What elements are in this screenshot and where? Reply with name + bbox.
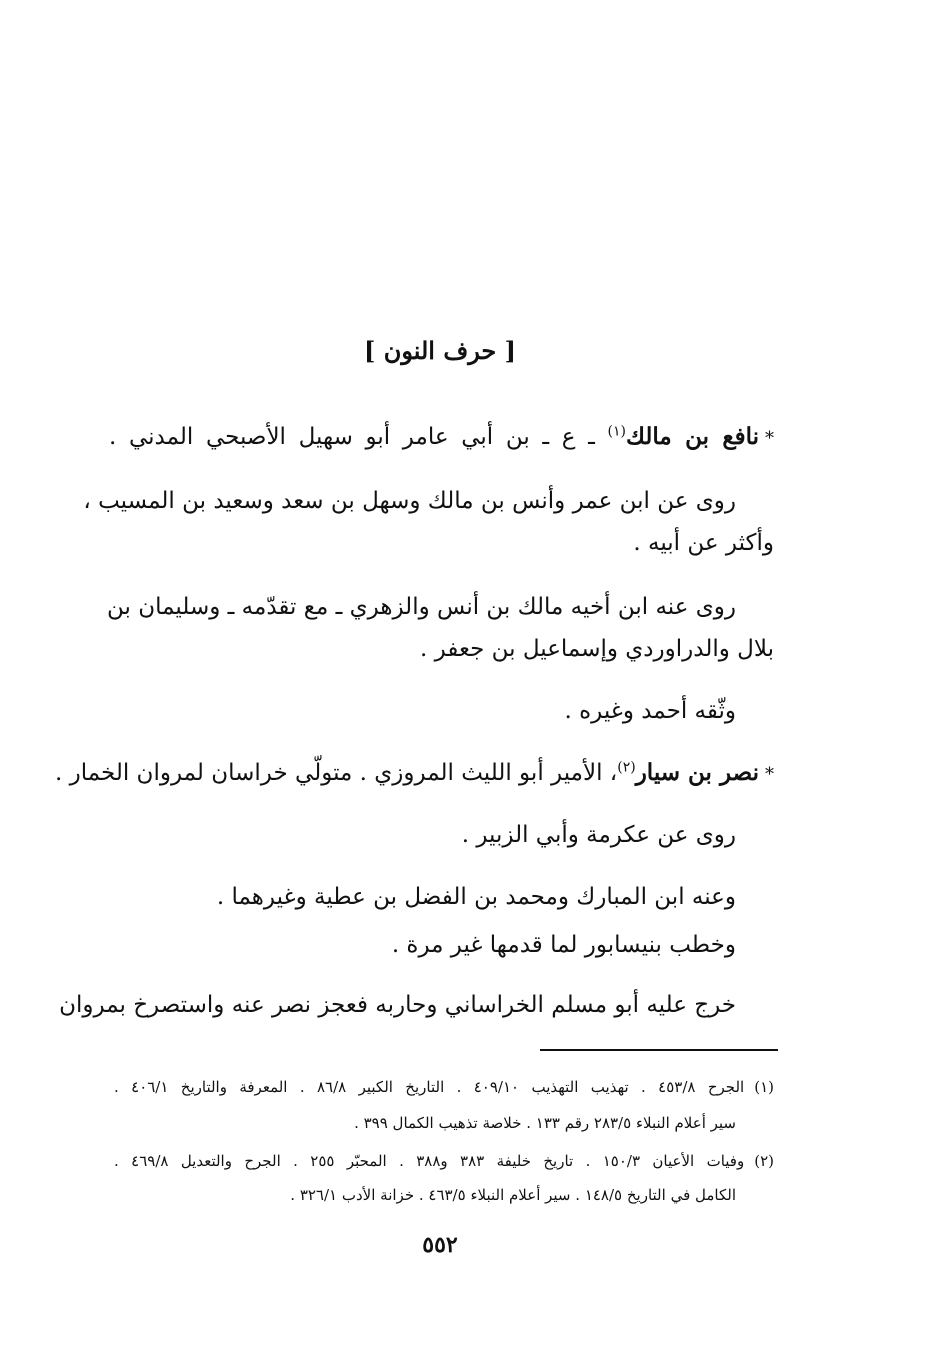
- entry-description: ، الأمير أبو الليث المروزي . متولّي خراسان لمروان الخمار .: [54, 760, 618, 786]
- entry-star-marker: *: [765, 764, 774, 785]
- body-line: وخطب بنيسابور لما قدمها غير مرة .: [391, 932, 736, 958]
- entry-nafi-heading-line: [109, 420, 774, 456]
- body-line: روى عن ابن عمر وأنس بن مالك وسهل بن سعد وسعيد بن المسيب ،: [83, 488, 736, 514]
- entry-description: ـ ع ـ بن أبي عامر أبو سهيل الأصبحي المدني .: [109, 424, 595, 450]
- footnote-separator: [540, 1049, 778, 1051]
- body-line: وأكثر عن أبيه .: [633, 530, 774, 556]
- footnote-ref: (١): [607, 423, 627, 440]
- body-line: وعنه ابن المبارك ومحمد بن الفضل بن عطية وغيرهما .: [216, 884, 736, 910]
- body-line: بلال والدراوردي وإسماعيل بن جعفر .: [420, 636, 774, 662]
- entry-name: نافع بن مالك: [626, 423, 759, 450]
- footnote-ref: (٢): [617, 759, 636, 776]
- entry-nasr-heading-line: [54, 756, 774, 792]
- body-line: خرج عليه أبو مسلم الخراساني وحاربه فعجز نصر عنه واستصرخ بمروان: [59, 992, 736, 1018]
- page-number: ٥٥٢: [422, 1232, 458, 1258]
- footnote-2-line: [114, 1148, 774, 1174]
- footnote-text: وفيات الأعيان ١٥٠/٣ . تاريخ خليفة ٣٨٣ و٣٨٨ . المحبّر ٢٥٥ . الجرح والتعديل ٤٦٩/٨ .: [114, 1152, 745, 1170]
- body-line: روى عنه ابن أخيه مالك بن أنس والزهري ـ مع تقدّمه ـ وسليمان بن: [106, 594, 736, 620]
- footnote-1-line: سير أعلام النبلاء ٢٨٣/٥ رقم ١٣٣ . خلاصة تذهيب الكمال ٣٩٩ .: [354, 1114, 736, 1132]
- footnote-text: الجرح ٤٥٣/٨ . تهذيب التهذيب ٤٠٩/١٠ . التاريخ الكبير ٨٦/٨ . المعرفة والتاريخ ٤٠٦/١ .: [114, 1078, 745, 1096]
- chapter-heading: [ حرف النون ]: [364, 336, 516, 365]
- body-line: وثّقه أحمد وغيره .: [564, 698, 736, 724]
- footnote-number: (٢): [754, 1152, 774, 1170]
- entry-name: نصر بن سيار: [635, 759, 759, 786]
- footnote-2-line: الكامل في التاريخ ١٤٨/٥ . سير أعلام النبلاء ٤٦٣/٥ . خزانة الأدب ٣٢٦/١ .: [290, 1186, 736, 1204]
- footnote-1-line: [114, 1074, 774, 1100]
- body-line: روى عن عكرمة وأبي الزبير .: [461, 822, 736, 848]
- footnote-number: (١): [754, 1078, 774, 1096]
- entry-star-marker: *: [765, 428, 774, 449]
